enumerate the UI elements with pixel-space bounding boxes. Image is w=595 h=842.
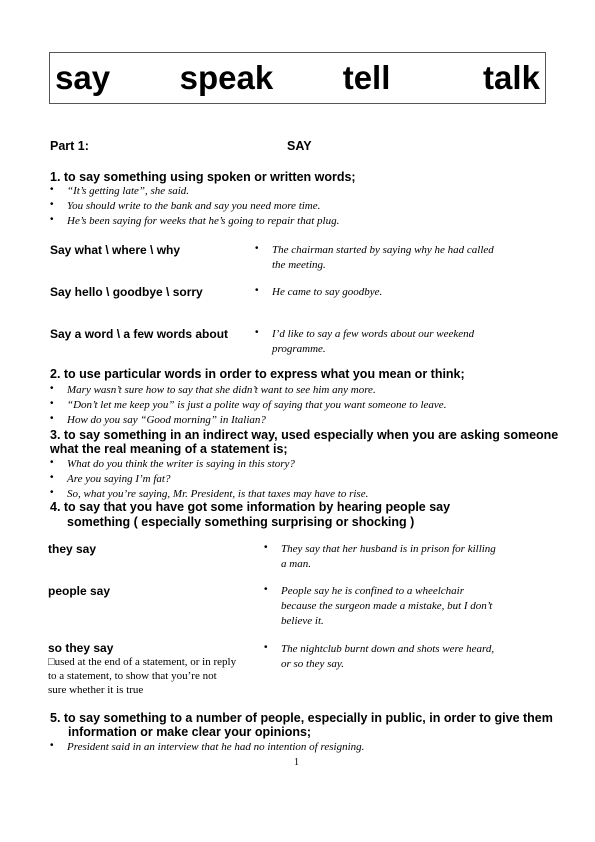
phrase-note: □used at the end of a statement, or in reply (48, 656, 237, 668)
page-title: say speak tell talk (55, 59, 540, 96)
phrase-label: so they say (48, 641, 114, 655)
phrase-label: they say (48, 542, 97, 556)
section-4-heading: 4. to say that you have got some information by hearing people say (50, 500, 451, 514)
phrase-note: sure whether it is true (48, 684, 144, 696)
section-5-heading: 5. to say something to a number of people, especially in public, in order to give them (50, 711, 553, 725)
phrase-label: Say hello \ goodbye \ sorry (50, 285, 203, 299)
section-3-heading: 3. to say something in an indirect way, used especially when you are asking someone (50, 428, 559, 442)
page-number: 1 (294, 757, 299, 768)
phrase-label: Say a word \ a few words about (50, 327, 229, 341)
part-word: SAY (287, 139, 312, 153)
section-4-heading-cont: something ( especially something surprising or shocking ) (67, 515, 415, 529)
phrase-label: Say what \ where \ why (50, 243, 181, 257)
section-2-heading: 2. to use particular words in order to express what you mean or think; (50, 367, 465, 381)
section-1-heading: 1. to say something using spoken or written words; (50, 170, 356, 184)
phrase-note: to a statement, to show that you’re not (48, 670, 217, 682)
section-5-heading-cont: information or make clear your opinions; (68, 725, 312, 739)
title-box (49, 52, 546, 104)
section-3-heading-cont: what the real meaning of a statement is; (50, 442, 288, 456)
phrase-label: people say (48, 584, 111, 598)
part-label: Part 1: (50, 139, 89, 153)
